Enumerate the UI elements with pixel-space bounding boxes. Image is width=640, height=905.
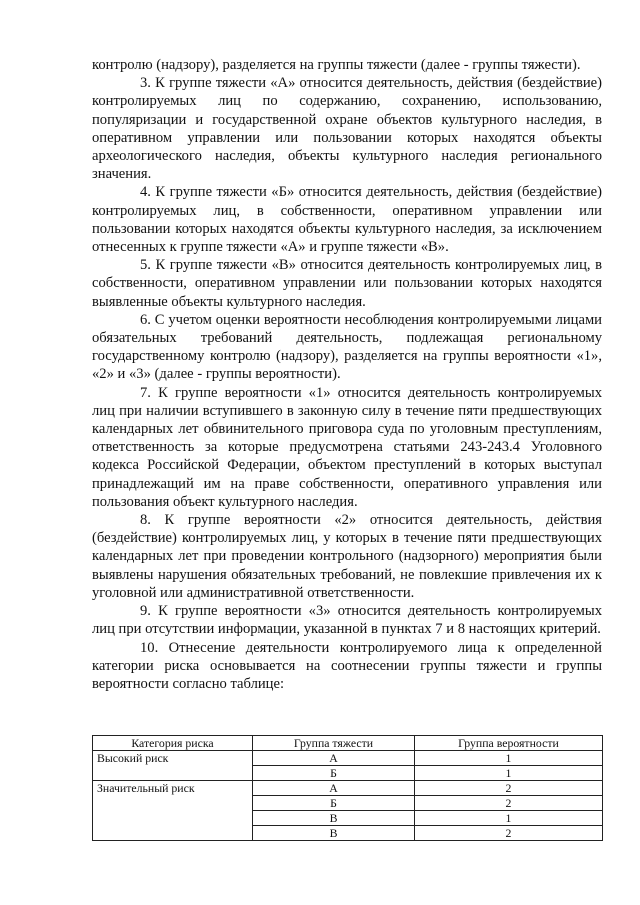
header-severity-group: Группа тяжести	[253, 736, 415, 751]
header-probability-group: Группа вероятности	[415, 736, 603, 751]
risk-category-table	[92, 735, 603, 841]
table-row	[93, 781, 603, 796]
probability-cell: 1	[415, 811, 603, 826]
paragraph-3: 3. К группе тяжести «А» относится деятельность, действия (бездействие) контролируемых лиц по содержанию, сохранению, использованию, популяризации и государственной охране объектов культурного наследия, в оперативном управлении или пользовании которых находятся объекты археологического наследия, объекты культурного наследия регионального значения.	[92, 75, 602, 183]
paragraph-5: 5. К группе тяжести «В» относится деятельность контролируемых лиц, в собственности, оперативном управлении или пользовании которых находятся выявленные объекты культурного наследия.	[92, 257, 602, 310]
probability-cell: 1	[415, 766, 603, 781]
paragraph-10: 10. Отнесение деятельности контролируемого лица к определенной категории риска основывается на соотнесении группы тяжести и группы вероятности согласно таблице:	[92, 639, 602, 692]
severity-cell: В	[253, 826, 415, 841]
table-header-row	[93, 736, 603, 751]
severity-cell: Б	[253, 766, 415, 781]
paragraph-4: 4. К группе тяжести «Б» относится деятельность, действия (бездействие) контролируемых лиц, в собственности, оперативном управлении или пользовании которых находятся объекты культурного наследия, за исключением отнесенных к группе тяжести «А» и группе тяжести «В».	[92, 184, 602, 256]
probability-cell: 2	[415, 826, 603, 841]
risk-category-cell: Значительный риск	[93, 781, 253, 841]
header-risk-category: Категория риска	[93, 736, 253, 751]
paragraph-7: 7. К группе вероятности «1» относится деятельность контролируемых лиц при наличии вступившего в законную силу в течение пяти предшествующих календарных лет обвинительного приговора суда по уголовным преступлениям, ответственность за которые предусмотрена статьями 243-243.4 Уголовного кодекса Российской Федерации, объектом преступлений в которых выступал принадлежащий им на праве собственности, оперативного управления или пользования объект культурного наследия.	[92, 384, 602, 510]
paragraph-9: 9. К группе вероятности «3» относится деятельность контролируемых лиц при отсутствии информации, указанной в пунктах 7 и 8 настоящих критерий.	[92, 603, 602, 638]
risk-category-cell: Высокий риск	[93, 751, 253, 781]
severity-cell: А	[253, 781, 415, 796]
probability-cell: 2	[415, 781, 603, 796]
severity-cell: А	[253, 751, 415, 766]
paragraph-6: 6. С учетом оценки вероятности несоблюдения контролируемыми лицами обязательных требований деятельность, подлежащая региональному государственному контролю (надзору), разделяется на группы вероятности «1», «2» и «3» (далее - группы вероятности).	[92, 311, 602, 383]
paragraph-8: 8. К группе вероятности «2» относится деятельность, действия (бездействие) контролируемых лиц, у которых в течение пяти предшествующих календарных лет при проведении контрольного (надзорного) мероприятия были выявлены нарушения обязательных требований, не повлекшие привлечения их к уголовной или административной ответственности.	[92, 512, 602, 601]
risk-table-container	[92, 735, 602, 841]
probability-cell: 2	[415, 796, 603, 811]
probability-cell: 1	[415, 751, 603, 766]
severity-cell: В	[253, 811, 415, 826]
table-row	[93, 751, 603, 766]
severity-cell: Б	[253, 796, 415, 811]
paragraph-continuation: контролю (надзору), разделяется на группы тяжести (далее - группы тяжести).	[92, 57, 581, 73]
document-body	[92, 56, 602, 693]
